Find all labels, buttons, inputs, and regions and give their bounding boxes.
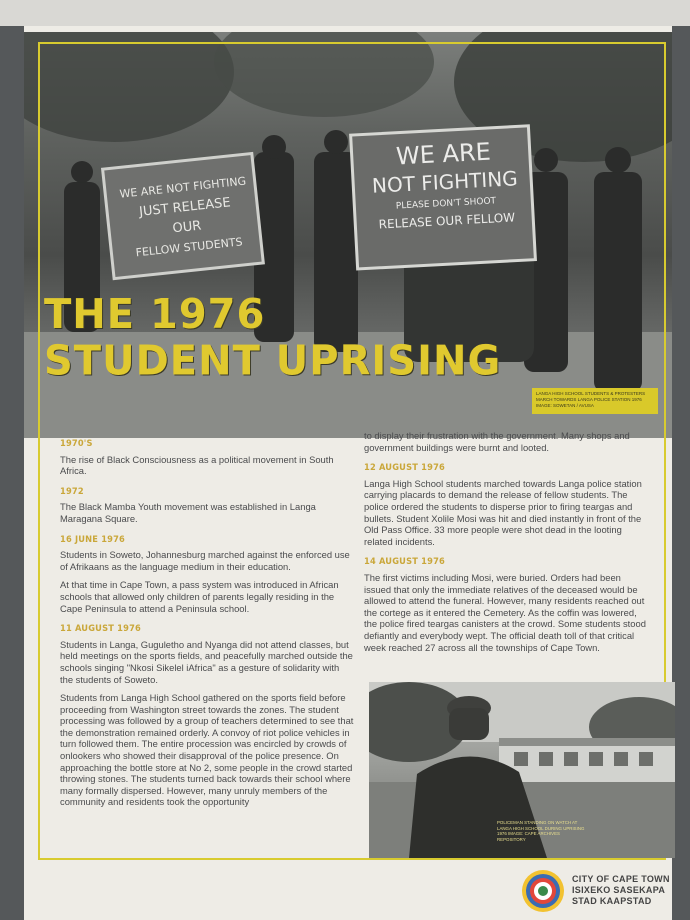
timeline-section xyxy=(60,438,354,477)
timeline-section xyxy=(60,534,354,615)
timeline-section xyxy=(364,556,650,653)
sign-right-line: NOT FIGHTING xyxy=(371,166,519,198)
sign-left-text xyxy=(112,171,260,265)
section-paragraph: Students from Langa High School gathered on the sports field before proceeding from Washington street towards the zones. The student processing was followed by a group of teachers determined to see that the demonstration remained orderly. A convoy of riot police vehicles in turn followed them. The entire procession was encircled by crowds of onlookers who showed their disapproval of the police presence. On approaching the bottle store at No 2, some people in the crowd started throwing stones. The students turned back towards their school where many formally dispersed. However, many unruly members of the community and residents took the opportunity xyxy=(60,692,354,808)
org-line-3: STAD KAAPSTAD xyxy=(572,896,652,906)
title-line-1: THE 1976 xyxy=(44,291,266,338)
section-paragraph: Students in Langa, Guguletho and Nyanga did not attend classes, but held meetings on the sports fields, and peacefully marched outside the schools singing "Nkosi Sikelel iAfrica" as a gesture of solidarity with the students of Soweto. xyxy=(60,638,353,685)
sign-left-line: OUR xyxy=(171,218,203,237)
timeline-section xyxy=(364,462,650,547)
sign-right-text xyxy=(360,136,530,235)
section-paragraph: The Black Mamba Youth movement was established in Langa Maragana Square. xyxy=(60,501,316,524)
left-text-column xyxy=(60,438,354,817)
title-line-2: STUDENT UPRISING xyxy=(44,338,502,385)
city-of-cape-town-logo-icon xyxy=(521,869,565,913)
org-line-2: ISIXEKO SASEKAPA xyxy=(572,885,666,895)
sign-right-line: PLEASE DON'T SHOOT xyxy=(395,196,497,212)
section-heading: 1970'S xyxy=(60,438,93,449)
page-title xyxy=(44,291,501,385)
section-heading: 1972 xyxy=(60,485,84,497)
section-paragraph: to display their frustration with the government. Many shops and government buildings were burnt and looted. xyxy=(364,430,630,453)
timeline-section xyxy=(364,430,650,453)
timeline-section xyxy=(60,486,354,525)
section-paragraph: The rise of Black Consciousness as a political movement in South Africa. xyxy=(60,453,334,477)
sign-right-line: RELEASE OUR FELLOW xyxy=(378,210,516,232)
section-paragraph: Langa High School students marched towards Langa police station carrying placards to demand the release of fellow students. The police ordered the students to disperse prior to firing teargas and bullets. Student Xolile Mosi was hit and died instantly in front of the Old Pass Office. 33 more people were shot dead in the looting related incidents. xyxy=(364,477,642,547)
exhibit-panel xyxy=(24,26,672,920)
section-paragraph: At that time in Cape Town, a pass system was introduced in African schools that allowed only children of parents legally residing in the Cape Peninsula to attend a Peninsula school. xyxy=(60,579,339,614)
section-heading: 12 AUGUST 1976 xyxy=(364,462,445,474)
section-heading: 14 AUGUST 1976 xyxy=(364,556,445,568)
sign-left-line: WE ARE NOT FIGHTING xyxy=(118,174,247,201)
secondary-photo-caption: POLICEMAN STANDING ON WATCH AT LANGA HIGH SCHOOL DURING UPRISING 1976 IMAGE: CAPE ARCHIVES REPOSITORY xyxy=(497,820,585,842)
section-paragraph: The first victims including Mosi, were buried. Orders had been issued that only the immediate relatives of the deceased would be allowed to attend the funeral. However, many residents reached out the cortege as it entered the Cemetery. As the coffin was lowered, the police fired teargas canisters at the crowd. Some students stood defiantly and everybody wept. The official death toll of that critical week reached 27 across all the townships of Cape Town. xyxy=(364,571,646,653)
section-heading: 16 JUNE 1976 xyxy=(60,533,126,545)
wall-background xyxy=(0,0,690,26)
timeline-section xyxy=(60,623,354,808)
organisation-name xyxy=(572,874,670,907)
sign-left-line: FELLOW STUDENTS xyxy=(135,235,244,260)
section-heading: 11 AUGUST 1976 xyxy=(60,623,141,635)
secondary-photo xyxy=(369,682,675,858)
main-photo-caption: LANGA HIGH SCHOOL STUDENTS & PROTESTERS MARCH TOWARDS LANGA POLICE STATION 1976 IMAGE: SOWETAN / AVUSA xyxy=(532,388,658,414)
org-line-1: CITY OF CAPE TOWN xyxy=(572,874,670,884)
section-paragraph: Students in Soweto, Johannesburg marched against the enforced use of Afrikaans as the language medium in their education. xyxy=(60,549,350,572)
sign-right-line: WE ARE xyxy=(395,137,492,171)
sign-left-line: JUST RELEASE xyxy=(138,195,232,220)
right-text-column xyxy=(364,430,650,662)
